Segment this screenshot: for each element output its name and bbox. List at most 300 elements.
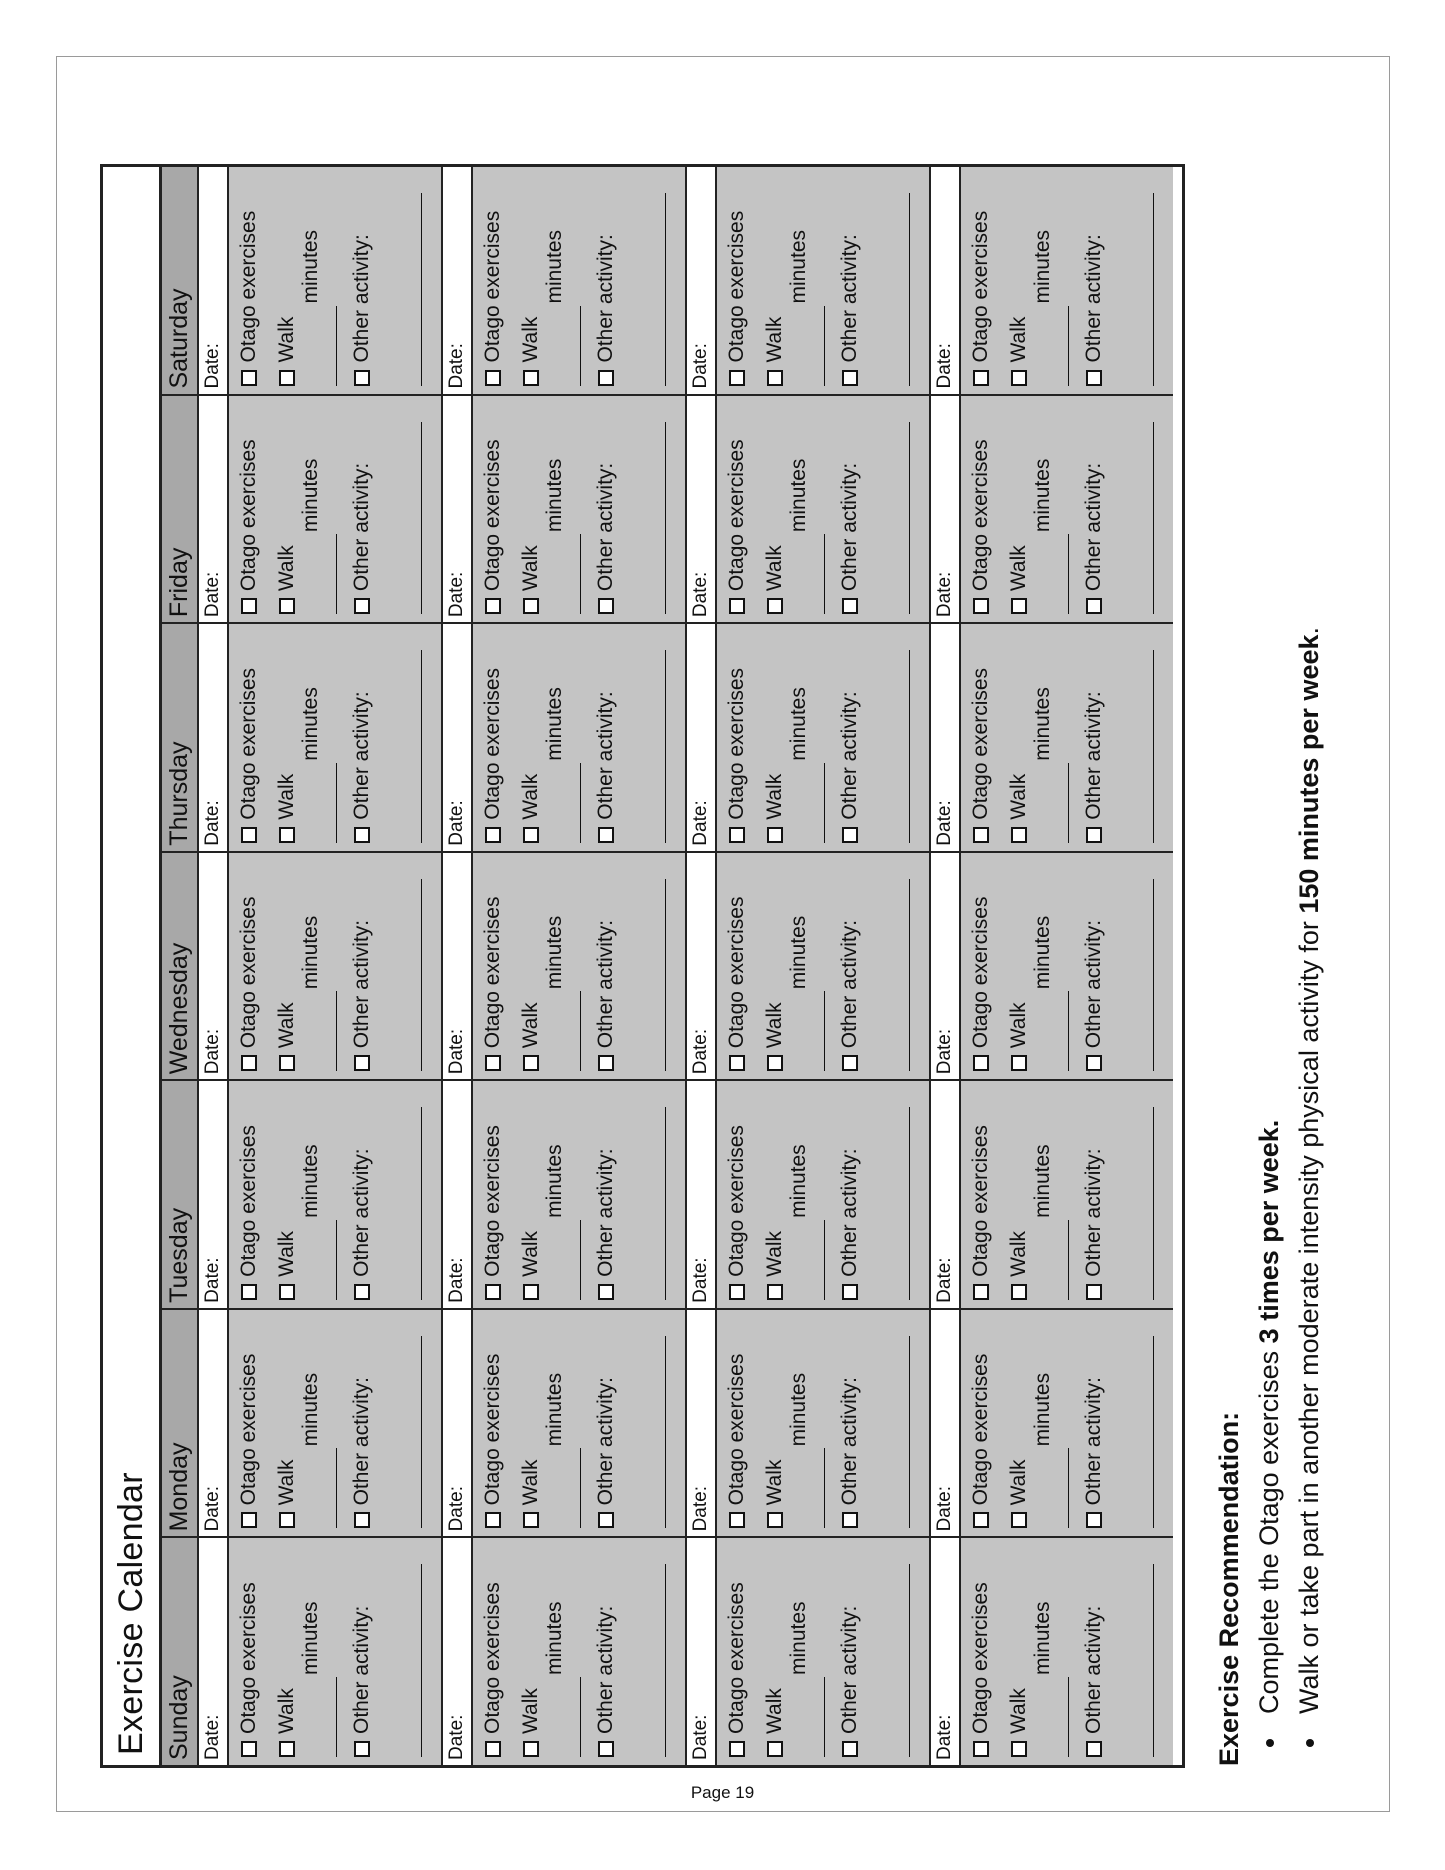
- other-activity-checkbox[interactable]: [1086, 1284, 1102, 1300]
- minutes-item: [299, 915, 337, 1072]
- other-activity-label: Other activity:: [838, 1605, 861, 1734]
- date-field[interactable]: Date:: [199, 1308, 227, 1537]
- otago-checkbox[interactable]: [973, 827, 989, 843]
- walk-checkbox[interactable]: [523, 1741, 539, 1757]
- walk-checkbox[interactable]: [767, 1512, 783, 1528]
- date-field[interactable]: Date:: [931, 1536, 959, 1765]
- otago-checkbox[interactable]: [485, 1741, 501, 1757]
- other-activity-line[interactable]: [665, 193, 666, 386]
- walk-checkbox[interactable]: [1011, 1512, 1027, 1528]
- other-activity-checkbox[interactable]: [598, 1741, 614, 1757]
- walk-checkbox[interactable]: [279, 1741, 295, 1757]
- minutes-blank[interactable]: [318, 763, 337, 843]
- other-activity-checkbox[interactable]: [598, 827, 614, 843]
- other-activity-item: [838, 234, 862, 385]
- minutes-blank[interactable]: [318, 1677, 337, 1757]
- other-activity-line[interactable]: [909, 193, 910, 386]
- minutes-blank[interactable]: [1050, 763, 1069, 843]
- other-activity-checkbox[interactable]: [354, 1055, 370, 1071]
- other-activity-line[interactable]: [909, 879, 910, 1072]
- walk-item: [763, 317, 787, 386]
- walk-checkbox[interactable]: [523, 598, 539, 614]
- date-field[interactable]: Date:: [446, 343, 467, 389]
- minutes-blank[interactable]: [318, 991, 337, 1071]
- walk-checkbox[interactable]: [523, 1284, 539, 1300]
- minutes-item: [787, 1144, 825, 1300]
- other-activity-label: Other activity:: [594, 234, 617, 363]
- exercise-calendar: [100, 164, 1185, 1768]
- other-activity-checkbox[interactable]: [598, 1284, 614, 1300]
- otago-checkbox[interactable]: [241, 1512, 257, 1528]
- other-activity-line[interactable]: [909, 1336, 910, 1529]
- rec-text: Complete the Otago exercises: [1254, 1343, 1284, 1714]
- other-activity-checkbox[interactable]: [1086, 1055, 1102, 1071]
- other-activity-checkbox[interactable]: [842, 1512, 858, 1528]
- date-field[interactable]: Date:: [931, 851, 959, 1080]
- minutes-label: minutes: [543, 915, 566, 990]
- walk-checkbox[interactable]: [523, 827, 539, 843]
- walk-checkbox[interactable]: [767, 370, 783, 386]
- minutes-label: minutes: [787, 915, 810, 990]
- otago-label: Otago exercises: [725, 210, 748, 363]
- minutes-blank[interactable]: [318, 1220, 337, 1300]
- walk-checkbox[interactable]: [523, 1055, 539, 1071]
- walk-checkbox[interactable]: [279, 1284, 295, 1300]
- other-activity-line[interactable]: [1153, 1336, 1154, 1529]
- other-activity-line[interactable]: [909, 1107, 910, 1300]
- otago-label: Otago exercises: [725, 896, 748, 1049]
- other-activity-line[interactable]: [665, 422, 666, 615]
- day-cell: [229, 1308, 441, 1537]
- minutes-blank[interactable]: [806, 763, 825, 843]
- other-activity-checkbox[interactable]: [598, 598, 614, 614]
- date-field[interactable]: Date:: [687, 622, 715, 851]
- minutes-label: minutes: [543, 1372, 566, 1447]
- minutes-blank[interactable]: [562, 534, 581, 614]
- otago-label: Otago exercises: [969, 1353, 992, 1506]
- minutes-blank[interactable]: [318, 1448, 337, 1528]
- date-field[interactable]: Date:: [931, 622, 959, 851]
- day-name: Friday: [162, 394, 197, 623]
- walk-label: Walk: [519, 1002, 542, 1049]
- other-activity-item: [594, 920, 618, 1071]
- otago-checkbox[interactable]: [973, 598, 989, 614]
- minutes-blank[interactable]: [806, 1448, 825, 1528]
- walk-item: [1007, 317, 1031, 386]
- day-cell: [717, 1079, 929, 1308]
- walk-label: Walk: [1007, 316, 1030, 363]
- otago-checkbox[interactable]: [973, 1284, 989, 1300]
- other-activity-line[interactable]: [421, 1336, 422, 1529]
- walk-item: [275, 774, 299, 843]
- date-field[interactable]: Date:: [687, 1536, 715, 1765]
- walk-item: [1007, 1002, 1031, 1071]
- other-activity-item: [350, 463, 374, 614]
- other-activity-checkbox[interactable]: [354, 1512, 370, 1528]
- other-activity-checkbox[interactable]: [598, 370, 614, 386]
- date-field[interactable]: Date:: [199, 851, 227, 1080]
- walk-checkbox[interactable]: [767, 827, 783, 843]
- walk-checkbox[interactable]: [523, 370, 539, 386]
- other-activity-item: [838, 920, 862, 1071]
- walk-label: Walk: [763, 545, 786, 592]
- other-activity-item: [350, 920, 374, 1071]
- day-cell: [961, 1536, 1173, 1765]
- other-activity-checkbox[interactable]: [354, 370, 370, 386]
- day-cell: [961, 167, 1173, 394]
- other-activity-checkbox[interactable]: [842, 827, 858, 843]
- minutes-label: minutes: [299, 1144, 322, 1218]
- minutes-item: [787, 458, 825, 615]
- other-activity-checkbox[interactable]: [842, 1284, 858, 1300]
- walk-checkbox[interactable]: [767, 1741, 783, 1757]
- minutes-blank[interactable]: [318, 306, 337, 386]
- walk-item: [763, 774, 787, 843]
- other-activity-checkbox[interactable]: [842, 1055, 858, 1071]
- other-activity-label: Other activity:: [350, 691, 373, 820]
- day-cell: [961, 851, 1173, 1080]
- other-activity-label: Other activity:: [594, 1377, 617, 1506]
- walk-checkbox[interactable]: [279, 827, 295, 843]
- walk-checkbox[interactable]: [1011, 1284, 1027, 1300]
- date-field[interactable]: Date:: [934, 343, 955, 389]
- other-activity-line[interactable]: [909, 650, 910, 843]
- day-name: Monday: [162, 1308, 197, 1537]
- week-row: [199, 167, 443, 1765]
- walk-label: Walk: [275, 1230, 298, 1277]
- walk-checkbox[interactable]: [767, 1284, 783, 1300]
- other-activity-checkbox[interactable]: [354, 1741, 370, 1757]
- other-activity-line[interactable]: [421, 650, 422, 843]
- otago-checkbox[interactable]: [973, 1741, 989, 1757]
- otago-label: Otago exercises: [237, 896, 260, 1049]
- walk-checkbox[interactable]: [279, 1055, 295, 1071]
- minutes-blank[interactable]: [562, 1448, 581, 1528]
- date-field[interactable]: Date:: [202, 343, 223, 389]
- minutes-blank[interactable]: [562, 1220, 581, 1300]
- minutes-label: minutes: [543, 458, 566, 533]
- walk-label: Walk: [275, 316, 298, 363]
- other-activity-label: Other activity:: [1082, 1605, 1105, 1734]
- date-field[interactable]: Date:: [931, 1308, 959, 1537]
- other-activity-item: [350, 1148, 374, 1299]
- minutes-label: minutes: [543, 1601, 566, 1675]
- otago-label: Otago exercises: [237, 1125, 260, 1277]
- day-cell: [473, 1308, 685, 1537]
- date-field[interactable]: Date:: [931, 394, 959, 623]
- otago-item: [725, 1582, 749, 1757]
- day-cell: [717, 1308, 929, 1537]
- walk-checkbox[interactable]: [1011, 370, 1027, 386]
- other-activity-line[interactable]: [1153, 1107, 1154, 1300]
- date-field[interactable]: Date:: [687, 851, 715, 1080]
- other-activity-label: Other activity:: [838, 1377, 861, 1506]
- otago-item: [481, 1582, 505, 1757]
- otago-checkbox[interactable]: [241, 1055, 257, 1071]
- walk-item: [275, 1231, 299, 1300]
- walk-label: Walk: [763, 1688, 786, 1734]
- other-activity-line[interactable]: [909, 1564, 910, 1757]
- day-body-row: [961, 167, 1173, 1765]
- day-cell: [229, 394, 441, 623]
- walk-checkbox[interactable]: [1011, 827, 1027, 843]
- other-activity-line[interactable]: [909, 422, 910, 615]
- otago-checkbox[interactable]: [241, 1284, 257, 1300]
- other-activity-label: Other activity:: [1082, 1148, 1105, 1277]
- otago-item: [725, 1125, 749, 1300]
- other-activity-checkbox[interactable]: [1086, 598, 1102, 614]
- date-field[interactable]: Date:: [687, 1308, 715, 1537]
- otago-checkbox[interactable]: [485, 1284, 501, 1300]
- other-activity-line[interactable]: [665, 879, 666, 1072]
- minutes-blank[interactable]: [806, 991, 825, 1071]
- other-activity-line[interactable]: [665, 1336, 666, 1529]
- other-activity-checkbox[interactable]: [1086, 827, 1102, 843]
- day-body-row: [473, 167, 685, 1765]
- minutes-blank[interactable]: [806, 306, 825, 386]
- recommendation-heading: Exercise Recommendation:: [1214, 1411, 1244, 1766]
- rec-text: .: [1294, 626, 1324, 635]
- walk-label: Walk: [1007, 773, 1030, 820]
- other-activity-checkbox[interactable]: [1086, 1741, 1102, 1757]
- other-activity-line[interactable]: [421, 193, 422, 386]
- minutes-blank[interactable]: [1050, 1220, 1069, 1300]
- minutes-label: minutes: [787, 687, 810, 761]
- date-field[interactable]: Date:: [443, 851, 471, 1080]
- other-activity-item: [1082, 1148, 1106, 1299]
- walk-label: Walk: [1007, 1688, 1030, 1734]
- walk-checkbox[interactable]: [279, 370, 295, 386]
- other-activity-item: [350, 234, 374, 385]
- otago-label: Otago exercises: [237, 1353, 260, 1506]
- rotated-content: [76, 20, 1326, 1840]
- other-activity-checkbox[interactable]: [354, 827, 370, 843]
- minutes-label: minutes: [1031, 1372, 1054, 1447]
- otago-item: [481, 439, 505, 614]
- walk-label: Walk: [275, 545, 298, 592]
- date-field[interactable]: Date:: [199, 1536, 227, 1765]
- date-row: [199, 167, 229, 1765]
- otago-label: Otago exercises: [481, 1353, 504, 1506]
- otago-checkbox[interactable]: [485, 1055, 501, 1071]
- other-activity-line[interactable]: [421, 879, 422, 1072]
- otago-checkbox[interactable]: [729, 370, 745, 386]
- other-activity-checkbox[interactable]: [842, 598, 858, 614]
- otago-checkbox[interactable]: [973, 1055, 989, 1071]
- other-activity-line[interactable]: [421, 1564, 422, 1757]
- walk-item: [763, 545, 787, 614]
- otago-checkbox[interactable]: [485, 370, 501, 386]
- minutes-blank[interactable]: [1050, 306, 1069, 386]
- otago-item: [969, 668, 993, 843]
- other-activity-item: [594, 1606, 618, 1757]
- walk-checkbox[interactable]: [767, 598, 783, 614]
- minutes-blank[interactable]: [1050, 1448, 1069, 1528]
- walk-checkbox[interactable]: [523, 1512, 539, 1528]
- walk-checkbox[interactable]: [279, 1512, 295, 1528]
- other-activity-item: [1082, 1606, 1106, 1757]
- date-field[interactable]: Date:: [199, 622, 227, 851]
- day-cell: [961, 1308, 1173, 1537]
- otago-checkbox[interactable]: [485, 827, 501, 843]
- minutes-label: minutes: [299, 230, 322, 304]
- walk-label: Walk: [519, 545, 542, 592]
- minutes-blank[interactable]: [1050, 534, 1069, 614]
- otago-checkbox[interactable]: [729, 1055, 745, 1071]
- other-activity-line[interactable]: [421, 1107, 422, 1300]
- day-body-row: [717, 167, 929, 1765]
- otago-checkbox[interactable]: [973, 1512, 989, 1528]
- otago-checkbox[interactable]: [485, 1512, 501, 1528]
- minutes-item: [543, 1601, 581, 1757]
- minutes-label: minutes: [543, 230, 566, 304]
- otago-item: [725, 897, 749, 1072]
- other-activity-line[interactable]: [1153, 193, 1154, 386]
- otago-checkbox[interactable]: [729, 598, 745, 614]
- date-field[interactable]: Date:: [443, 622, 471, 851]
- minutes-item: [1031, 1372, 1069, 1529]
- other-activity-line[interactable]: [1153, 1564, 1154, 1757]
- minutes-blank[interactable]: [318, 534, 337, 614]
- other-activity-checkbox[interactable]: [354, 598, 370, 614]
- otago-item: [969, 1125, 993, 1300]
- other-activity-label: Other activity:: [350, 1148, 373, 1277]
- otago-label: Otago exercises: [969, 439, 992, 592]
- walk-label: Walk: [1007, 545, 1030, 592]
- minutes-item: [1031, 1144, 1069, 1300]
- minutes-item: [787, 1372, 825, 1529]
- other-activity-checkbox[interactable]: [598, 1055, 614, 1071]
- other-activity-checkbox[interactable]: [354, 1284, 370, 1300]
- otago-checkbox[interactable]: [973, 370, 989, 386]
- recommendation-list: [1249, 116, 1329, 1766]
- date-field[interactable]: Date:: [443, 1079, 471, 1308]
- other-activity-checkbox[interactable]: [842, 1741, 858, 1757]
- day-body-row: [229, 167, 441, 1765]
- day-cell: [473, 851, 685, 1080]
- minutes-blank[interactable]: [562, 991, 581, 1071]
- otago-checkbox[interactable]: [241, 370, 257, 386]
- day-cell: [229, 167, 441, 394]
- day-cell: [961, 622, 1173, 851]
- otago-label: Otago exercises: [969, 210, 992, 363]
- other-activity-line[interactable]: [421, 422, 422, 615]
- walk-label: Walk: [275, 1688, 298, 1734]
- walk-item: [519, 545, 543, 614]
- walk-checkbox[interactable]: [1011, 1741, 1027, 1757]
- other-activity-label: Other activity:: [1082, 462, 1105, 592]
- other-activity-label: Other activity:: [838, 691, 861, 820]
- otago-label: Otago exercises: [725, 1125, 748, 1277]
- date-field[interactable]: Date:: [687, 1079, 715, 1308]
- otago-checkbox[interactable]: [241, 827, 257, 843]
- date-field[interactable]: Date:: [687, 394, 715, 623]
- other-activity-line[interactable]: [665, 1107, 666, 1300]
- other-activity-label: Other activity:: [1082, 1377, 1105, 1506]
- minutes-blank[interactable]: [562, 763, 581, 843]
- minutes-item: [543, 230, 581, 386]
- date-field[interactable]: Date:: [199, 394, 227, 623]
- walk-item: [519, 317, 543, 386]
- other-activity-checkbox[interactable]: [1086, 370, 1102, 386]
- walk-item: [763, 1460, 787, 1529]
- otago-item: [481, 897, 505, 1072]
- walk-checkbox[interactable]: [767, 1055, 783, 1071]
- other-activity-line[interactable]: [1153, 879, 1154, 1072]
- other-activity-item: [1082, 234, 1106, 385]
- otago-checkbox[interactable]: [241, 598, 257, 614]
- day-name: Thursday: [162, 622, 197, 851]
- rec-bold-text: 150 minutes per week: [1294, 634, 1324, 914]
- walk-label: Walk: [275, 1459, 298, 1506]
- minutes-blank[interactable]: [562, 1677, 581, 1757]
- minutes-blank[interactable]: [1050, 991, 1069, 1071]
- otago-label: Otago exercises: [725, 1353, 748, 1506]
- otago-checkbox[interactable]: [729, 1512, 745, 1528]
- otago-checkbox[interactable]: [729, 827, 745, 843]
- otago-item: [969, 439, 993, 614]
- minutes-blank[interactable]: [806, 1220, 825, 1300]
- walk-label: Walk: [519, 773, 542, 820]
- otago-checkbox[interactable]: [485, 598, 501, 614]
- other-activity-line[interactable]: [665, 650, 666, 843]
- other-activity-line[interactable]: [1153, 422, 1154, 615]
- minutes-blank[interactable]: [806, 534, 825, 614]
- otago-checkbox[interactable]: [729, 1741, 745, 1757]
- walk-checkbox[interactable]: [1011, 1055, 1027, 1071]
- minutes-blank[interactable]: [806, 1677, 825, 1757]
- otago-checkbox[interactable]: [241, 1741, 257, 1757]
- walk-item: [763, 1688, 787, 1757]
- walk-item: [275, 545, 299, 614]
- minutes-label: minutes: [299, 687, 322, 761]
- minutes-item: [543, 458, 581, 615]
- other-activity-label: Other activity:: [594, 1148, 617, 1277]
- minutes-blank[interactable]: [1050, 1677, 1069, 1757]
- other-activity-item: [594, 691, 618, 842]
- other-activity-checkbox[interactable]: [842, 370, 858, 386]
- walk-item: [275, 1460, 299, 1529]
- walk-item: [1007, 1231, 1031, 1300]
- other-activity-line[interactable]: [665, 1564, 666, 1757]
- date-field[interactable]: Date:: [443, 1536, 471, 1765]
- other-activity-item: [1082, 463, 1106, 614]
- walk-checkbox[interactable]: [279, 598, 295, 614]
- minutes-blank[interactable]: [562, 306, 581, 386]
- otago-label: Otago exercises: [481, 667, 504, 820]
- other-activity-line[interactable]: [1153, 650, 1154, 843]
- minutes-item: [787, 687, 825, 843]
- walk-item: [1007, 1688, 1031, 1757]
- other-activity-checkbox[interactable]: [1086, 1512, 1102, 1528]
- minutes-item: [299, 1372, 337, 1529]
- recommendation-item: [1289, 116, 1329, 1724]
- rec-bold-text: 3 times per week.: [1254, 1119, 1284, 1344]
- date-field[interactable]: Date:: [199, 1079, 227, 1308]
- otago-checkbox[interactable]: [729, 1284, 745, 1300]
- date-field[interactable]: Date:: [931, 1079, 959, 1308]
- date-field[interactable]: Date:: [443, 1308, 471, 1537]
- walk-checkbox[interactable]: [1011, 598, 1027, 614]
- date-field[interactable]: Date:: [443, 394, 471, 623]
- otago-item: [481, 668, 505, 843]
- otago-item: [481, 1125, 505, 1300]
- otago-item: [237, 439, 261, 614]
- other-activity-checkbox[interactable]: [598, 1512, 614, 1528]
- other-activity-item: [838, 1148, 862, 1299]
- weeks-container: [199, 167, 1173, 1765]
- date-field[interactable]: Date:: [690, 343, 711, 389]
